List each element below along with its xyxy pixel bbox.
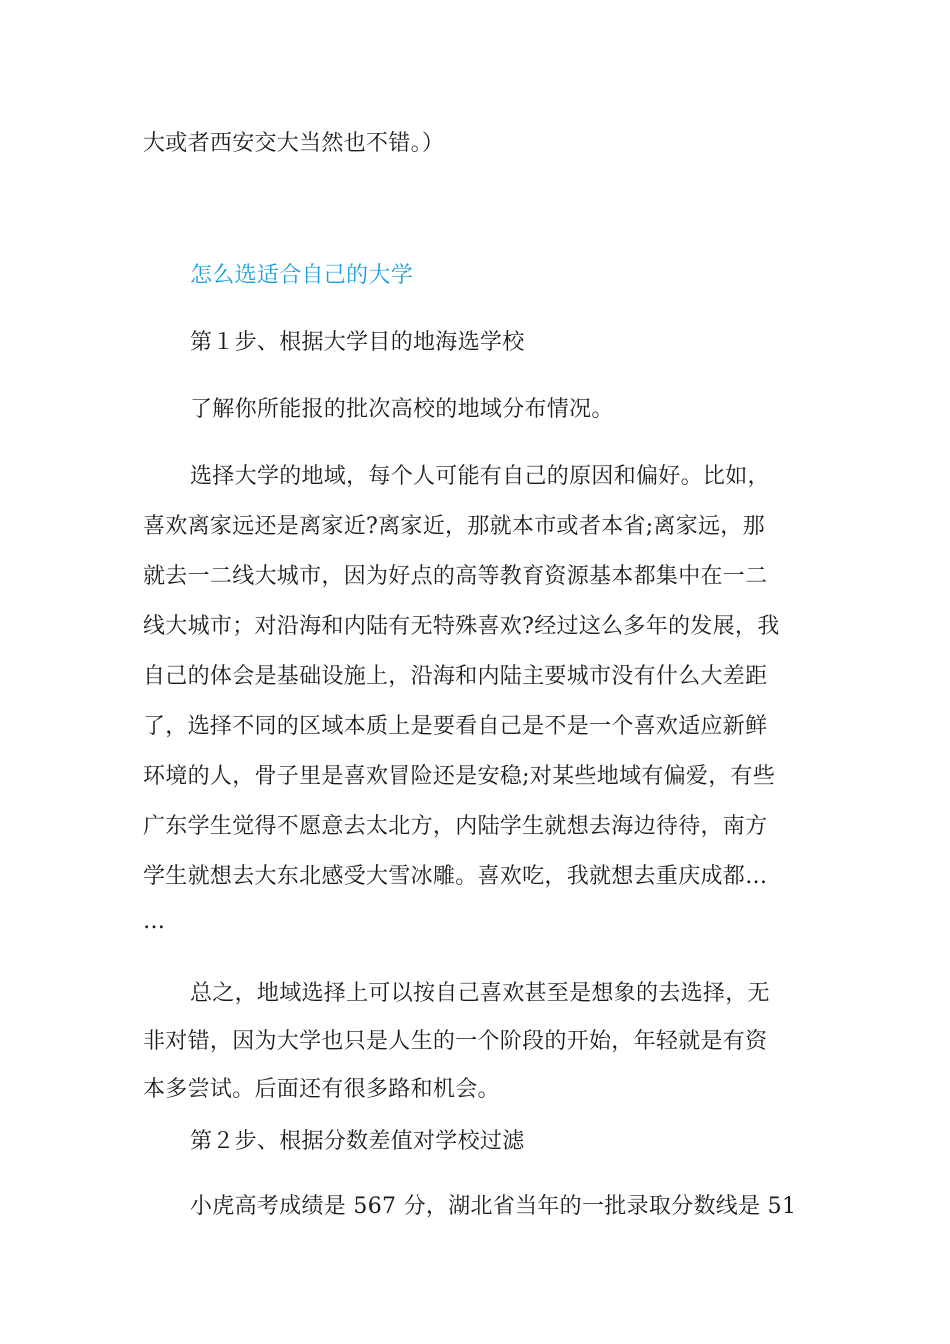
paragraph-line: 了，选择不同的区域本质上是要看自己是不是一个喜欢适应新鲜 [143,714,768,739]
paragraph-line: 总之，地域选择上可以按自己喜欢甚至是想象的去选择，无 [190,981,770,1006]
continuation-line: 大或者西安交大当然也不错。） [143,131,445,156]
section-heading: 怎么选适合自己的大学 [190,263,414,288]
paragraph-line: 非对错，因为大学也只是人生的一个阶段的开始，年轻就是有资 [143,1029,768,1054]
paragraph-line: 广东学生觉得不愿意去太北方，内陆学生就想去海边待待，南方 [143,814,768,839]
paragraph-line: 喜欢离家远还是离家近?离家近，那就本市或者本省;离家远，那 [143,514,765,539]
paragraph-line: 就去一二线大城市，因为好点的高等教育资源基本都集中在一二 [143,564,768,589]
paragraph-line: 学生就想去大东北感受大雪冰雕。喜欢吃，我就想去重庆成都… [143,864,768,889]
step1-title: 第１步、根据大学目的地海选学校 [190,330,525,355]
step2-title: 第２步、根据分数差值对学校过滤 [190,1129,525,1154]
step1-intro: 了解你所能报的批次高校的地域分布情况。 [190,397,614,422]
paragraph-line: … [143,909,166,934]
score-paragraph-line: 小虎高考成绩是 567 分，湖北省当年的一批录取分数线是 51 [190,1194,797,1219]
paragraph-line: 线大城市；对沿海和内陆有无特殊喜欢?经过这么多年的发展，我 [143,614,780,639]
paragraph-line: 环境的人，骨子里是喜欢冒险还是安稳;对某些地域有偏爱，有些 [143,764,776,789]
paragraph-line: 自己的体会是基础设施上，沿海和内陆主要城市没有什么大差距 [143,664,768,689]
paragraph-line: 选择大学的地域，每个人可能有自己的原因和偏好。比如， [190,464,770,489]
paragraph-line: 本多尝试。后面还有很多路和机会。 [143,1077,500,1102]
